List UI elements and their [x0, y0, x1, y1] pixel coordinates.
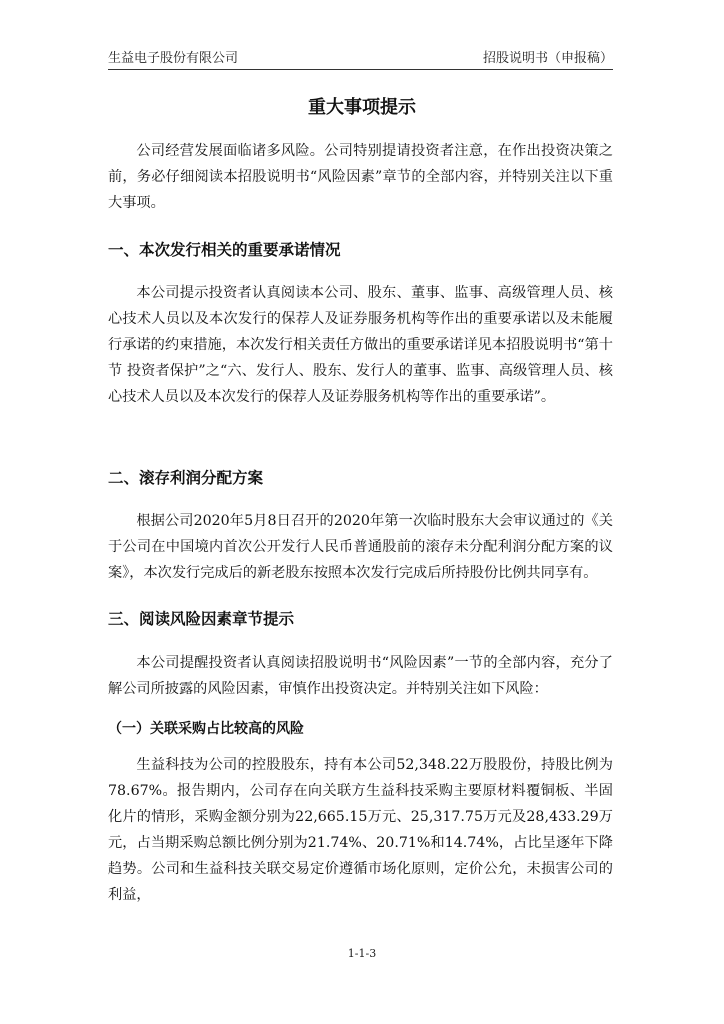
- section-heading-3: 三、阅读风险因素章节提示: [108, 610, 295, 628]
- section-heading-2: 二、滚存利润分配方案: [108, 469, 264, 487]
- subsection-paragraph: 生益科技为公司的控股股东，持有本公司52,348.22万股股份，持股比例为78.67%。报告期内，公司存在向关联方生益科技采购主要原材料覆铜板、半固化片的情形，采购金额分别为22,665.15万元、25,317.75万元及28,433.29万元，占当期采购总额比例分别为21.74%、20.71%和14.74%，占比呈逐年下降趋势。公司和生益科技关联交易定价遵循市场化原则，定价公允，未损害公司的利益，: [108, 757, 613, 903]
- intro-paragraph: 公司经营发展面临诸多风险。公司特别提请投资者注意，在作出投资决策之前，务必仔细阅读本招股说明书“风险因素”章节的全部内容，并特别关注以下重大事项。: [108, 143, 613, 211]
- page-number: 1-1-3: [347, 947, 377, 960]
- page-title: 重大事项提示: [308, 97, 416, 118]
- page-header: [108, 50, 613, 70]
- header-company-name: 生益电子股份有限公司: [108, 51, 239, 66]
- section-heading-1: 一、本次发行相关的重要承诺情况: [108, 241, 341, 259]
- subsection-heading: （一）关联采购占比较高的风险: [108, 721, 304, 737]
- section-paragraph-2: 根据公司2020年5月8日召开的2020年第一次临时股东大会审议通过的《关于公司在中国境内首次公开发行人民币普通股前的滚存未分配利润分配方案的议案》，本次发行完成后的新老股东按照本次发行完成后所持股份比例共同享有。: [108, 513, 613, 581]
- section-paragraph-3: 本公司提醒投资者认真阅读招股说明书“风险因素”一节的全部内容，充分了解公司所披露的风险因素，审慎作出投资决定。并特别关注如下风险：: [108, 655, 613, 697]
- header-divider: [108, 69, 613, 70]
- section-paragraph-1: 本公司提示投资者认真阅读本公司、股东、董事、监事、高级管理人员、核心技术人员以及本次发行的保荐人及证券服务机构等作出的重要承诺以及未能履行承诺的约束措施，本次发行相关责任方做出的重要承诺详见本招股说明书“第十节 投资者保护”之“六、发行人、股东、发行人的董事、监事、高级管理人员、核心技术人员以及本次发行的保荐人及证券服务机构等作出的重要承诺”。: [108, 285, 613, 405]
- header-document-type: 招股说明书（申报稿）: [482, 51, 613, 66]
